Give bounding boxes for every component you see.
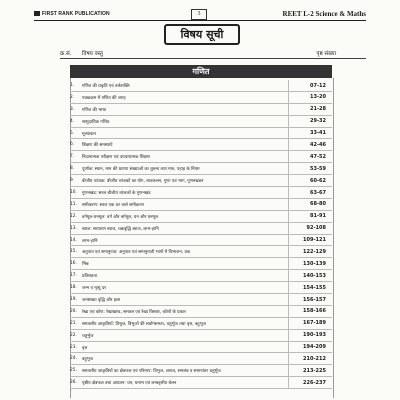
column-divider <box>288 282 289 293</box>
column-divider <box>288 199 289 210</box>
toc-row <box>70 128 332 140</box>
toc-row-title: जन्म व मृत्यु दर <box>82 286 106 292</box>
toc-row-title: भिन्न <box>82 262 89 268</box>
toc-list <box>70 80 332 389</box>
toc-row-title: ब्याज: साधारण ब्याज, चक्रवृद्धि ब्याज, लाभ-हानि <box>82 226 159 232</box>
toc-row-title: जनसंख्या वृद्धि और ह्रास <box>82 298 121 304</box>
column-divider <box>288 211 289 222</box>
toc-row-title: निदानात्मक परीक्षण एवं उपचारात्मक शिक्षण <box>82 155 150 161</box>
toc-row <box>70 92 332 104</box>
toc-row-pages: 13-20 <box>310 94 326 101</box>
toc-row-pages: 47-52 <box>310 153 326 160</box>
toc-row-title: गुणनखंड: सरल बीजीय व्यंजकों के गुणनखंड <box>82 191 151 197</box>
toc-row-pages: 29-32 <box>310 118 326 125</box>
toc-row-pages: 190-193 <box>303 332 326 339</box>
toc-row <box>70 187 332 199</box>
toc-row-pages: 158-166 <box>303 308 326 315</box>
toc-row-number: 26. <box>70 380 77 386</box>
column-header-divider <box>60 58 366 59</box>
column-divider <box>288 116 289 127</box>
toc-row-pages: 213-225 <box>303 367 326 374</box>
publisher-logo-icon <box>34 11 40 16</box>
toc-row <box>70 318 332 330</box>
toc-row-title: पूर्णांक: स्थान, मान की धारणा संख्याओं का तुलना तथा मान, पहाड़ के नियम <box>82 167 200 173</box>
publisher-header <box>34 11 110 17</box>
toc-row-number: 12. <box>70 213 77 219</box>
toc-row-title: समीकरण: सरल एक चर वाले समीकरण <box>82 202 144 208</box>
toc-row-number: 24. <box>70 356 77 362</box>
toc-row <box>70 235 332 247</box>
toc-row-title: वर्गमूल-घनमूल: वर्ग और वर्गमूल, घन और घनमूल <box>82 214 158 220</box>
toc-row-title: समतलीय आकृतियों का क्षेत्रफल एवं परिमाप: त्रिभुज, आयत, समलंब व समानांतर चतुर्भुज <box>82 369 221 375</box>
toc-row-number: 2. <box>70 94 75 100</box>
toc-row-pages: 33-41 <box>310 130 326 137</box>
toc-row-pages: 130-139 <box>303 260 326 267</box>
toc-row-pages: 109-121 <box>303 237 326 244</box>
book-title: REET L-2 Science & Maths <box>282 10 366 18</box>
toc-row <box>70 270 332 282</box>
toc-row <box>70 246 332 258</box>
toc-row <box>70 104 332 116</box>
toc-row-number: 20. <box>70 308 77 314</box>
toc-row-number: 9. <box>70 178 75 184</box>
column-divider <box>288 246 289 257</box>
toc-row-number: 3. <box>70 106 75 112</box>
column-divider <box>288 235 289 246</box>
toc-row-pages: 167-189 <box>303 320 326 327</box>
header-divider <box>34 20 366 21</box>
toc-row <box>70 342 332 354</box>
toc-row-title: बहुभुज <box>82 357 93 363</box>
toc-row-title: पाठ्यक्रम में गणित की जगह <box>82 95 126 101</box>
toc-row <box>70 223 332 235</box>
toc-row-pages: 53-59 <box>310 165 326 172</box>
toc-row-number: 7. <box>70 154 75 160</box>
column-divider <box>288 306 289 317</box>
toc-row-pages: 68-80 <box>310 201 326 208</box>
toc-row-number: 11. <box>70 201 77 207</box>
toc-row-title: बीजीय व्यंजक: बीजीय व्यंजकों का योग, व्यवकलन, गुणा एवं भाग, गुणनखंडन <box>82 179 204 185</box>
toc-row-number: 22. <box>70 332 77 338</box>
toc-row-number: 1. <box>70 83 75 88</box>
publisher-name: FIRST RANK PUBLICATION <box>42 11 110 17</box>
column-divider <box>288 353 289 364</box>
column-divider <box>288 151 289 162</box>
toc-row-number: 10. <box>70 190 77 196</box>
toc-row-pages: 81-91 <box>310 213 326 220</box>
column-divider <box>288 139 289 150</box>
toc-row <box>70 294 332 306</box>
toc-row-title: शिक्षण की समस्याएँ <box>82 143 113 149</box>
toc-row-number: 19. <box>70 297 77 303</box>
column-divider <box>288 330 289 341</box>
toc-row-pages: 140-153 <box>303 272 326 279</box>
toc-row-pages: 194-209 <box>303 344 326 351</box>
column-divider <box>288 377 289 388</box>
column-divider <box>288 223 289 234</box>
toc-row-pages: 92-108 <box>306 225 326 232</box>
toc-row-pages: 210-212 <box>303 355 326 362</box>
toc-row-title: सामुदायिक गणित <box>82 119 110 125</box>
column-divider <box>288 187 289 198</box>
column-divider <box>288 92 289 103</box>
toc-row-title: गणित की भाषा <box>82 107 106 113</box>
column-divider <box>288 342 289 353</box>
col-page: पृष्ठ संख्या <box>316 51 336 57</box>
toc-row-number: 23. <box>70 344 77 350</box>
toc-row <box>70 163 332 175</box>
toc-row-number: 6. <box>70 142 75 148</box>
toc-row-pages: 154-155 <box>303 284 326 291</box>
toc-row-title: पृष्ठीय क्षेत्रफल तथा आयतन: घन, घनाभ एवं लम्बवृत्तीय बेलन <box>82 381 177 387</box>
toc-row <box>70 116 332 128</box>
column-divider <box>288 80 289 91</box>
column-divider <box>288 128 289 139</box>
col-topic: विषय वस्तु <box>82 51 103 57</box>
toc-row-pages: 122-129 <box>303 248 326 255</box>
toc-row <box>70 175 332 187</box>
toc-row-pages: 226-237 <box>303 379 326 386</box>
toc-row-title: मूल्यांकन <box>82 131 96 137</box>
toc-row <box>70 353 332 365</box>
toc-row <box>70 282 332 294</box>
toc-row-number: 16. <box>70 261 77 267</box>
toc-row-title: लाभ-हानि <box>82 238 98 244</box>
column-divider <box>288 258 289 269</box>
toc-row <box>70 365 332 377</box>
toc-row-title: प्रतिशतता <box>82 274 97 280</box>
toc-row-number: 5. <box>70 130 75 136</box>
col-sno: क्र.सं. <box>60 51 72 57</box>
toc-row-number: 13. <box>70 225 77 231</box>
toc-row-number: 15. <box>70 249 77 255</box>
toc-row-pages: 60-62 <box>310 177 326 184</box>
page-number: 3 <box>191 9 207 20</box>
column-divider <box>288 365 289 376</box>
toc-row-pages: 156-157 <box>303 296 326 303</box>
toc-row-number: 25. <box>70 368 77 374</box>
toc-row <box>70 80 332 92</box>
toc-row-number: 14. <box>70 237 77 243</box>
toc-row <box>70 199 332 211</box>
toc-row-number: 21. <box>70 320 77 326</box>
column-divider <box>288 318 289 329</box>
toc-row-title: समतलीय आकृतियाँ: त्रिभुज, त्रिभुजों की सर्वांगसमता, चतुर्भुज तथा वृत्त, बहुभुज <box>82 321 206 327</box>
toc-row-number: 17. <box>70 273 77 279</box>
toc-row <box>70 306 332 318</box>
section-heading: गणित <box>70 65 332 78</box>
toc-row-number: 8. <box>70 166 75 172</box>
toc-row-title: चतुर्भुज <box>82 333 94 339</box>
column-divider <box>288 104 289 115</box>
toc-row-title: रेखा एवं कोण: रेखाखण्ड, समतल एवं रेखा विस्तार, कोणों के प्रकार <box>82 309 186 315</box>
toc-row-pages: 21-28 <box>310 106 326 113</box>
toc-row <box>70 139 332 151</box>
toc-row <box>70 330 332 342</box>
toc-row-number: 4. <box>70 118 75 124</box>
toc-row-title: गणित की प्रकृति एवं तर्कशक्ति <box>82 84 130 89</box>
toc-row-pages: 63-67 <box>310 189 326 196</box>
toc-row <box>70 151 332 163</box>
column-divider <box>288 270 289 281</box>
toc-row-title: वृत्त <box>82 345 88 351</box>
column-divider <box>288 294 289 305</box>
toc-row-title: अनुपात एवं समानुपात: अनुपात एवं समानुपाती भागों में विभाजन, प्रश्न <box>82 250 190 256</box>
toc-row <box>70 211 332 223</box>
toc-row-pages: 42-46 <box>310 141 326 148</box>
toc-row <box>70 258 332 270</box>
toc-row-number: 18. <box>70 285 77 291</box>
page-title: विषय सूची <box>164 24 240 45</box>
column-divider <box>288 175 289 186</box>
toc-row-pages: 07-12 <box>310 82 326 89</box>
column-divider <box>288 163 289 174</box>
toc-row <box>70 377 332 389</box>
column-header <box>60 49 366 58</box>
